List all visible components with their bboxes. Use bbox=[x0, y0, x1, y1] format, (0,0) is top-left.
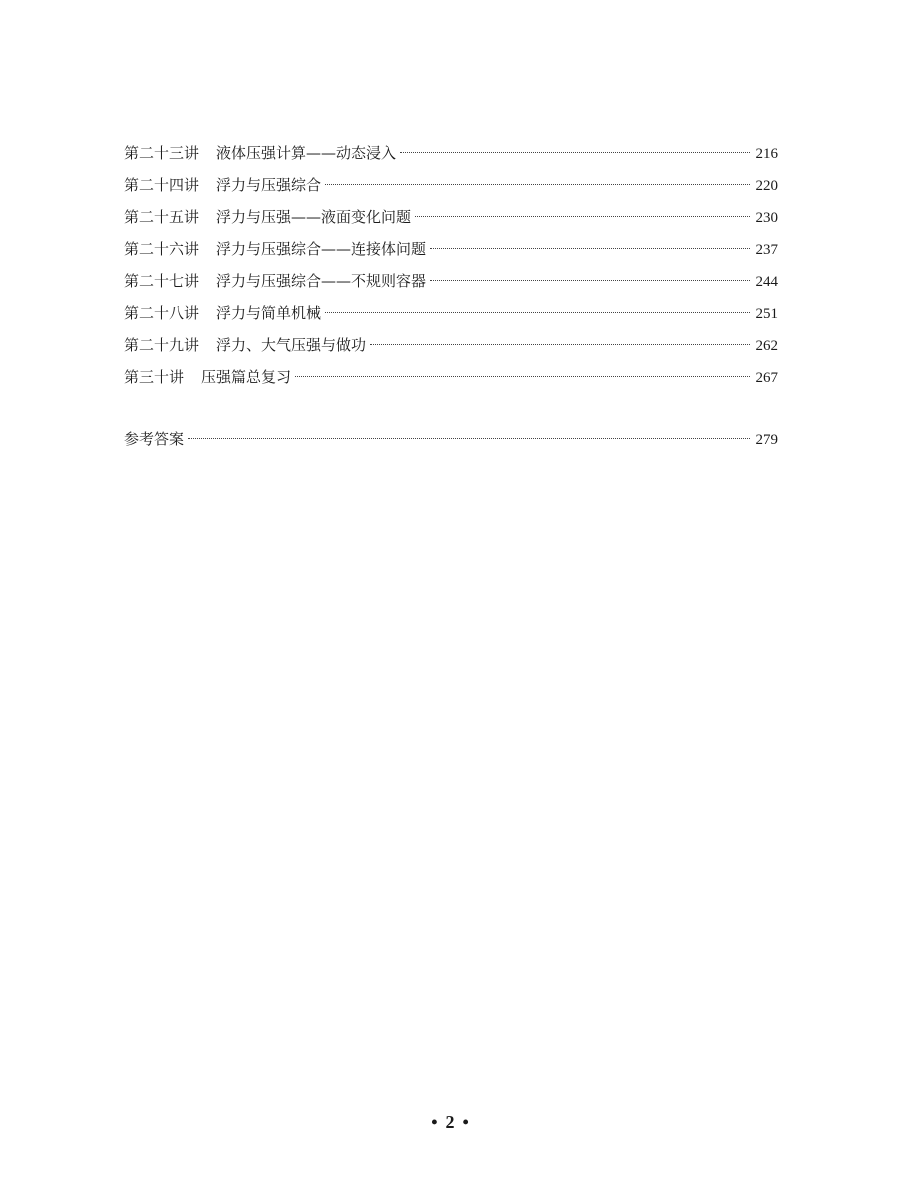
page-number: 251 bbox=[755, 306, 778, 322]
toc-entry-answers[interactable] bbox=[124, 427, 778, 459]
lecture-title: 液体压强计算——动态浸入 bbox=[216, 144, 397, 162]
dot-leader bbox=[325, 312, 749, 313]
bullet-left: • bbox=[431, 1112, 438, 1132]
dot-leader bbox=[430, 280, 749, 281]
page-footer bbox=[0, 1112, 900, 1133]
page-number: 267 bbox=[755, 370, 778, 386]
lecture-number: 第二十九讲 bbox=[124, 336, 200, 354]
page-number: 220 bbox=[755, 178, 778, 194]
lecture-number: 第二十五讲 bbox=[124, 208, 200, 226]
dot-leader bbox=[415, 216, 749, 217]
dot-leader bbox=[188, 438, 749, 439]
page-number: 230 bbox=[755, 210, 778, 226]
lecture-title: 压强篇总复习 bbox=[201, 368, 292, 386]
footer-page-number: 2 bbox=[445, 1112, 455, 1132]
lecture-number: 第二十八讲 bbox=[124, 304, 200, 322]
dot-leader bbox=[295, 376, 749, 377]
lecture-number: 第二十六讲 bbox=[124, 240, 200, 258]
bullet-right: • bbox=[462, 1112, 469, 1132]
dot-leader bbox=[430, 248, 749, 249]
toc-entry-28[interactable] bbox=[124, 301, 778, 333]
toc-entry-26[interactable] bbox=[124, 237, 778, 269]
dot-leader bbox=[325, 184, 749, 185]
lecture-title: 浮力与压强综合 bbox=[216, 176, 322, 194]
toc-entry-30[interactable] bbox=[124, 365, 778, 397]
lecture-number: 第三十讲 bbox=[124, 368, 185, 386]
lecture-title: 浮力与压强——液面变化问题 bbox=[216, 208, 412, 226]
dot-leader bbox=[370, 344, 749, 345]
lecture-title: 浮力、大气压强与做功 bbox=[216, 336, 367, 354]
lecture-number: 第二十七讲 bbox=[124, 272, 200, 290]
page-number: 244 bbox=[755, 274, 778, 290]
answers-title: 参考答案 bbox=[124, 430, 185, 448]
page-number: 237 bbox=[755, 242, 778, 258]
toc-entry-24[interactable] bbox=[124, 173, 778, 205]
toc-entry-27[interactable] bbox=[124, 269, 778, 301]
page-number: 279 bbox=[755, 432, 778, 448]
lecture-number: 第二十三讲 bbox=[124, 144, 200, 162]
table-of-contents bbox=[124, 141, 778, 459]
lecture-title: 浮力与压强综合——不规则容器 bbox=[216, 272, 427, 290]
page-number: 262 bbox=[755, 338, 778, 354]
lecture-number: 第二十四讲 bbox=[124, 176, 200, 194]
toc-entry-25[interactable] bbox=[124, 205, 778, 237]
lecture-title: 浮力与简单机械 bbox=[216, 304, 322, 322]
toc-entry-23[interactable] bbox=[124, 141, 778, 173]
toc-entry-29[interactable] bbox=[124, 333, 778, 365]
dot-leader bbox=[400, 152, 749, 153]
page-number: 216 bbox=[755, 146, 778, 162]
lecture-title: 浮力与压强综合——连接体问题 bbox=[216, 240, 427, 258]
